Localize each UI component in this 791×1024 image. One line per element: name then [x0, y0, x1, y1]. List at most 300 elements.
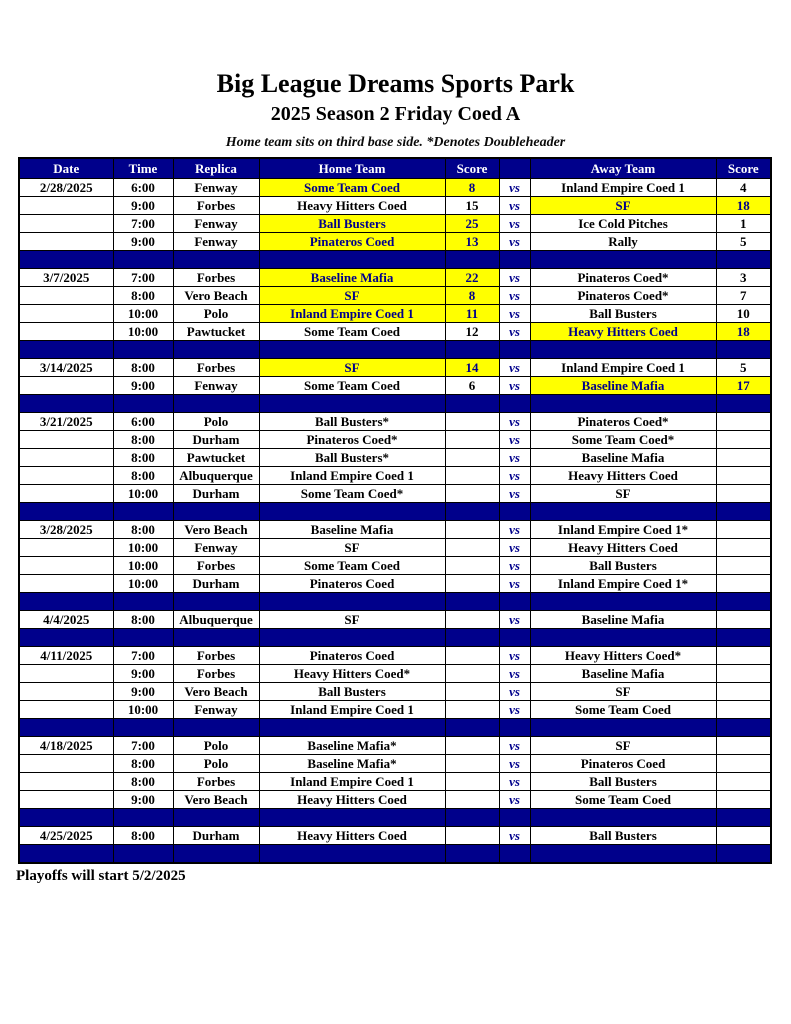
separator-cell — [530, 592, 716, 610]
col-header-time: Time — [113, 158, 173, 179]
replica-cell: Vero Beach — [173, 286, 259, 304]
away-score-cell — [716, 826, 771, 844]
home-score-cell — [445, 664, 499, 682]
replica-cell: Fenway — [173, 214, 259, 232]
game-row — [19, 646, 771, 664]
separator-row — [19, 502, 771, 520]
away-score-cell — [716, 538, 771, 556]
time-cell: 8:00 — [113, 286, 173, 304]
replica-cell: Fenway — [173, 376, 259, 394]
away-team-cell: Some Team Coed — [530, 700, 716, 718]
home-score-cell: 22 — [445, 268, 499, 286]
separator-cell — [499, 628, 530, 646]
game-row — [19, 682, 771, 700]
separator-cell — [499, 340, 530, 358]
legend-note: Home team sits on third base side. *Denotes Doubleheader — [225, 134, 566, 150]
separator-cell — [19, 592, 113, 610]
game-row — [19, 520, 771, 538]
date-cell: 3/7/2025 — [19, 268, 113, 286]
time-cell: 9:00 — [113, 664, 173, 682]
time-cell: 8:00 — [113, 772, 173, 790]
away-team-cell: Heavy Hitters Coed — [530, 466, 716, 484]
separator-cell — [113, 718, 173, 736]
home-team-cell: SF — [259, 538, 445, 556]
game-row — [19, 412, 771, 430]
away-score-cell — [716, 520, 771, 538]
away-score-cell — [716, 664, 771, 682]
replica-cell: Durham — [173, 484, 259, 502]
replica-cell: Forbes — [173, 646, 259, 664]
separator-cell — [716, 502, 771, 520]
home-team-cell: Some Team Coed* — [259, 484, 445, 502]
separator-cell — [530, 502, 716, 520]
away-team-cell: Inland Empire Coed 1 — [530, 358, 716, 376]
away-score-cell: 5 — [716, 232, 771, 250]
time-cell: 9:00 — [113, 196, 173, 214]
game-row — [19, 268, 771, 286]
replica-cell: Pawtucket — [173, 322, 259, 340]
home-score-cell — [445, 520, 499, 538]
separator-cell — [173, 394, 259, 412]
home-score-cell: 6 — [445, 376, 499, 394]
date-cell — [19, 772, 113, 790]
game-row — [19, 574, 771, 592]
away-team-cell: Baseline Mafia — [530, 610, 716, 628]
time-cell: 8:00 — [113, 430, 173, 448]
away-score-cell — [716, 646, 771, 664]
game-row — [19, 826, 771, 844]
separator-cell — [445, 340, 499, 358]
vs-cell: vs — [499, 826, 530, 844]
away-score-cell: 18 — [716, 322, 771, 340]
vs-cell: vs — [499, 196, 530, 214]
vs-cell: vs — [499, 232, 530, 250]
separator-cell — [530, 340, 716, 358]
home-team-cell: Heavy Hitters Coed* — [259, 664, 445, 682]
home-score-cell — [445, 736, 499, 754]
vs-cell: vs — [499, 304, 530, 322]
away-score-cell — [716, 736, 771, 754]
home-score-cell: 8 — [445, 286, 499, 304]
separator-cell — [716, 628, 771, 646]
game-row — [19, 538, 771, 556]
separator-cell — [716, 394, 771, 412]
col-header-date: Date — [19, 158, 113, 179]
separator-row — [19, 592, 771, 610]
home-team-cell: Inland Empire Coed 1 — [259, 466, 445, 484]
home-score-cell — [445, 700, 499, 718]
game-row — [19, 664, 771, 682]
away-score-cell — [716, 466, 771, 484]
date-cell: 4/25/2025 — [19, 826, 113, 844]
replica-cell: Vero Beach — [173, 520, 259, 538]
game-row — [19, 772, 771, 790]
date-cell — [19, 466, 113, 484]
separator-cell — [716, 808, 771, 826]
separator-row — [19, 394, 771, 412]
away-team-cell: Ball Busters — [530, 556, 716, 574]
away-team-cell: SF — [530, 196, 716, 214]
away-score-cell — [716, 430, 771, 448]
separator-cell — [445, 718, 499, 736]
time-cell: 9:00 — [113, 790, 173, 808]
separator-cell — [445, 628, 499, 646]
vs-cell: vs — [499, 286, 530, 304]
header-block — [0, 70, 791, 151]
home-team-cell: Ball Busters — [259, 214, 445, 232]
separator-cell — [716, 718, 771, 736]
game-row — [19, 322, 771, 340]
away-team-cell: Heavy Hitters Coed — [530, 322, 716, 340]
vs-cell: vs — [499, 772, 530, 790]
away-score-cell: 10 — [716, 304, 771, 322]
home-score-cell: 25 — [445, 214, 499, 232]
replica-cell: Polo — [173, 754, 259, 772]
time-cell: 7:00 — [113, 646, 173, 664]
home-score-cell — [445, 484, 499, 502]
date-cell: 4/18/2025 — [19, 736, 113, 754]
home-score-cell — [445, 556, 499, 574]
vs-cell: vs — [499, 664, 530, 682]
away-team-cell: Pinateros Coed — [530, 754, 716, 772]
replica-cell: Durham — [173, 430, 259, 448]
game-row — [19, 178, 771, 196]
away-score-cell — [716, 700, 771, 718]
replica-cell: Fenway — [173, 178, 259, 196]
home-team-cell: SF — [259, 358, 445, 376]
home-team-cell: SF — [259, 286, 445, 304]
vs-cell: vs — [499, 610, 530, 628]
separator-cell — [19, 718, 113, 736]
away-team-cell: SF — [530, 484, 716, 502]
vs-cell: vs — [499, 376, 530, 394]
vs-cell: vs — [499, 466, 530, 484]
separator-cell — [445, 808, 499, 826]
game-row — [19, 232, 771, 250]
time-cell: 10:00 — [113, 538, 173, 556]
time-cell: 7:00 — [113, 214, 173, 232]
game-row — [19, 304, 771, 322]
away-team-cell: Pinateros Coed* — [530, 286, 716, 304]
time-cell: 9:00 — [113, 232, 173, 250]
separator-cell — [499, 592, 530, 610]
separator-cell — [445, 394, 499, 412]
separator-cell — [445, 592, 499, 610]
separator-cell — [259, 628, 445, 646]
schedule-table — [18, 157, 772, 864]
home-team-cell: Pinateros Coed — [259, 574, 445, 592]
time-cell: 8:00 — [113, 826, 173, 844]
separator-cell — [173, 718, 259, 736]
vs-cell: vs — [499, 682, 530, 700]
away-team-cell: Baseline Mafia — [530, 376, 716, 394]
home-score-cell: 12 — [445, 322, 499, 340]
separator-cell — [113, 808, 173, 826]
time-cell: 7:00 — [113, 268, 173, 286]
away-score-cell — [716, 682, 771, 700]
home-score-cell: 15 — [445, 196, 499, 214]
separator-cell — [499, 718, 530, 736]
away-team-cell: Heavy Hitters Coed* — [530, 646, 716, 664]
vs-cell: vs — [499, 178, 530, 196]
home-team-cell: Some Team Coed — [259, 376, 445, 394]
separator-cell — [113, 628, 173, 646]
vs-cell: vs — [499, 700, 530, 718]
date-cell: 3/28/2025 — [19, 520, 113, 538]
home-score-cell — [445, 610, 499, 628]
vs-cell: vs — [499, 268, 530, 286]
home-score-cell — [445, 754, 499, 772]
separator-cell — [716, 340, 771, 358]
game-row — [19, 466, 771, 484]
date-cell — [19, 700, 113, 718]
separator-cell — [113, 250, 173, 268]
separator-row — [19, 718, 771, 736]
home-team-cell: Heavy Hitters Coed — [259, 790, 445, 808]
away-team-cell: Pinateros Coed* — [530, 268, 716, 286]
vs-cell: vs — [499, 736, 530, 754]
replica-cell: Durham — [173, 574, 259, 592]
replica-cell: Pawtucket — [173, 448, 259, 466]
home-score-cell: 13 — [445, 232, 499, 250]
col-header-away-team: Away Team — [530, 158, 716, 179]
date-cell — [19, 538, 113, 556]
away-score-cell — [716, 448, 771, 466]
separator-cell — [173, 628, 259, 646]
separator-cell — [173, 502, 259, 520]
date-cell: 3/21/2025 — [19, 412, 113, 430]
separator-cell — [530, 718, 716, 736]
separator-cell — [259, 502, 445, 520]
home-score-cell — [445, 448, 499, 466]
schedule-body — [19, 178, 771, 863]
home-score-cell — [445, 682, 499, 700]
separator-cell — [113, 394, 173, 412]
vs-cell: vs — [499, 574, 530, 592]
separator-row — [19, 340, 771, 358]
away-score-cell: 5 — [716, 358, 771, 376]
col-header-vs-spacer — [499, 158, 530, 179]
separator-cell — [259, 808, 445, 826]
home-team-cell: Baseline Mafia — [259, 268, 445, 286]
date-cell — [19, 754, 113, 772]
away-team-cell: Rally — [530, 232, 716, 250]
page-subtitle: 2025 Season 2 Friday Coed A — [270, 102, 521, 125]
replica-cell: Fenway — [173, 700, 259, 718]
game-row — [19, 790, 771, 808]
away-score-cell — [716, 484, 771, 502]
date-cell — [19, 232, 113, 250]
date-cell: 4/4/2025 — [19, 610, 113, 628]
away-team-cell: Some Team Coed* — [530, 430, 716, 448]
vs-cell: vs — [499, 556, 530, 574]
home-score-cell — [445, 574, 499, 592]
vs-cell: vs — [499, 538, 530, 556]
home-team-cell: Some Team Coed — [259, 178, 445, 196]
away-team-cell: Some Team Coed — [530, 790, 716, 808]
date-cell — [19, 286, 113, 304]
separator-row — [19, 628, 771, 646]
replica-cell: Forbes — [173, 196, 259, 214]
vs-cell: vs — [499, 484, 530, 502]
date-cell — [19, 214, 113, 232]
away-team-cell: Inland Empire Coed 1* — [530, 574, 716, 592]
vs-cell: vs — [499, 322, 530, 340]
separator-cell — [19, 340, 113, 358]
replica-cell: Forbes — [173, 268, 259, 286]
game-row — [19, 754, 771, 772]
game-row — [19, 736, 771, 754]
away-team-cell: Ice Cold Pitches — [530, 214, 716, 232]
away-team-cell: SF — [530, 682, 716, 700]
game-row — [19, 448, 771, 466]
time-cell: 10:00 — [113, 484, 173, 502]
game-row — [19, 610, 771, 628]
time-cell: 7:00 — [113, 736, 173, 754]
replica-cell: Albuquerque — [173, 466, 259, 484]
separator-row — [19, 250, 771, 268]
home-team-cell: Ball Busters — [259, 682, 445, 700]
separator-cell — [19, 844, 113, 863]
time-cell: 10:00 — [113, 304, 173, 322]
away-score-cell: 18 — [716, 196, 771, 214]
away-team-cell: Heavy Hitters Coed — [530, 538, 716, 556]
separator-cell — [716, 844, 771, 863]
date-cell — [19, 448, 113, 466]
home-score-cell: 8 — [445, 178, 499, 196]
date-cell — [19, 790, 113, 808]
vs-cell: vs — [499, 358, 530, 376]
date-cell — [19, 664, 113, 682]
time-cell: 8:00 — [113, 610, 173, 628]
replica-cell: Vero Beach — [173, 682, 259, 700]
home-score-cell — [445, 466, 499, 484]
separator-cell — [173, 808, 259, 826]
home-team-cell: Pinateros Coed — [259, 646, 445, 664]
vs-cell: vs — [499, 448, 530, 466]
replica-cell: Fenway — [173, 538, 259, 556]
separator-cell — [259, 592, 445, 610]
home-team-cell: Heavy Hitters Coed — [259, 826, 445, 844]
separator-cell — [259, 844, 445, 863]
away-score-cell — [716, 754, 771, 772]
home-team-cell: Inland Empire Coed 1 — [259, 700, 445, 718]
replica-cell: Forbes — [173, 358, 259, 376]
page-title: Big League Dreams Sports Park — [216, 69, 575, 98]
col-header-away-score: Score — [716, 158, 771, 179]
time-cell: 10:00 — [113, 556, 173, 574]
vs-cell: vs — [499, 520, 530, 538]
replica-cell: Polo — [173, 304, 259, 322]
vs-cell: vs — [499, 754, 530, 772]
separator-cell — [499, 502, 530, 520]
game-row — [19, 556, 771, 574]
away-team-cell: Baseline Mafia — [530, 664, 716, 682]
home-team-cell: Inland Empire Coed 1 — [259, 304, 445, 322]
replica-cell: Forbes — [173, 664, 259, 682]
replica-cell: Forbes — [173, 772, 259, 790]
time-cell: 8:00 — [113, 754, 173, 772]
time-cell: 9:00 — [113, 682, 173, 700]
home-team-cell: Heavy Hitters Coed — [259, 196, 445, 214]
separator-cell — [113, 844, 173, 863]
home-team-cell: Baseline Mafia — [259, 520, 445, 538]
home-score-cell — [445, 412, 499, 430]
home-team-cell: Baseline Mafia* — [259, 736, 445, 754]
date-cell — [19, 304, 113, 322]
separator-cell — [173, 250, 259, 268]
vs-cell: vs — [499, 430, 530, 448]
away-team-cell: Inland Empire Coed 1* — [530, 520, 716, 538]
separator-cell — [259, 394, 445, 412]
replica-cell: Fenway — [173, 232, 259, 250]
replica-cell: Albuquerque — [173, 610, 259, 628]
date-cell — [19, 574, 113, 592]
header-row — [19, 158, 771, 179]
separator-cell — [19, 250, 113, 268]
vs-cell: vs — [499, 646, 530, 664]
game-row — [19, 358, 771, 376]
date-cell: 2/28/2025 — [19, 178, 113, 196]
home-score-cell — [445, 826, 499, 844]
away-score-cell: 7 — [716, 286, 771, 304]
home-score-cell — [445, 430, 499, 448]
home-team-cell: Some Team Coed — [259, 322, 445, 340]
time-cell: 10:00 — [113, 700, 173, 718]
separator-cell — [173, 844, 259, 863]
game-row — [19, 430, 771, 448]
separator-cell — [530, 808, 716, 826]
separator-cell — [19, 394, 113, 412]
away-team-cell: Pinateros Coed* — [530, 412, 716, 430]
separator-cell — [716, 250, 771, 268]
vs-cell: vs — [499, 412, 530, 430]
replica-cell: Forbes — [173, 556, 259, 574]
time-cell: 10:00 — [113, 322, 173, 340]
game-row — [19, 214, 771, 232]
separator-cell — [445, 844, 499, 863]
separator-cell — [499, 808, 530, 826]
separator-cell — [113, 340, 173, 358]
home-team-cell: Ball Busters* — [259, 448, 445, 466]
home-team-cell: Some Team Coed — [259, 556, 445, 574]
separator-cell — [530, 250, 716, 268]
game-row — [19, 484, 771, 502]
home-team-cell: SF — [259, 610, 445, 628]
date-cell: 4/11/2025 — [19, 646, 113, 664]
time-cell: 8:00 — [113, 466, 173, 484]
home-team-cell: Ball Busters* — [259, 412, 445, 430]
replica-cell: Polo — [173, 736, 259, 754]
date-cell — [19, 556, 113, 574]
away-score-cell: 4 — [716, 178, 771, 196]
separator-cell — [259, 718, 445, 736]
separator-cell — [113, 502, 173, 520]
separator-cell — [259, 340, 445, 358]
away-score-cell — [716, 610, 771, 628]
separator-cell — [530, 394, 716, 412]
game-row — [19, 286, 771, 304]
date-cell: 3/14/2025 — [19, 358, 113, 376]
col-header-home-team: Home Team — [259, 158, 445, 179]
date-cell — [19, 376, 113, 394]
separator-cell — [445, 250, 499, 268]
separator-cell — [19, 628, 113, 646]
separator-cell — [499, 394, 530, 412]
separator-cell — [716, 592, 771, 610]
away-team-cell: SF — [530, 736, 716, 754]
separator-cell — [530, 844, 716, 863]
